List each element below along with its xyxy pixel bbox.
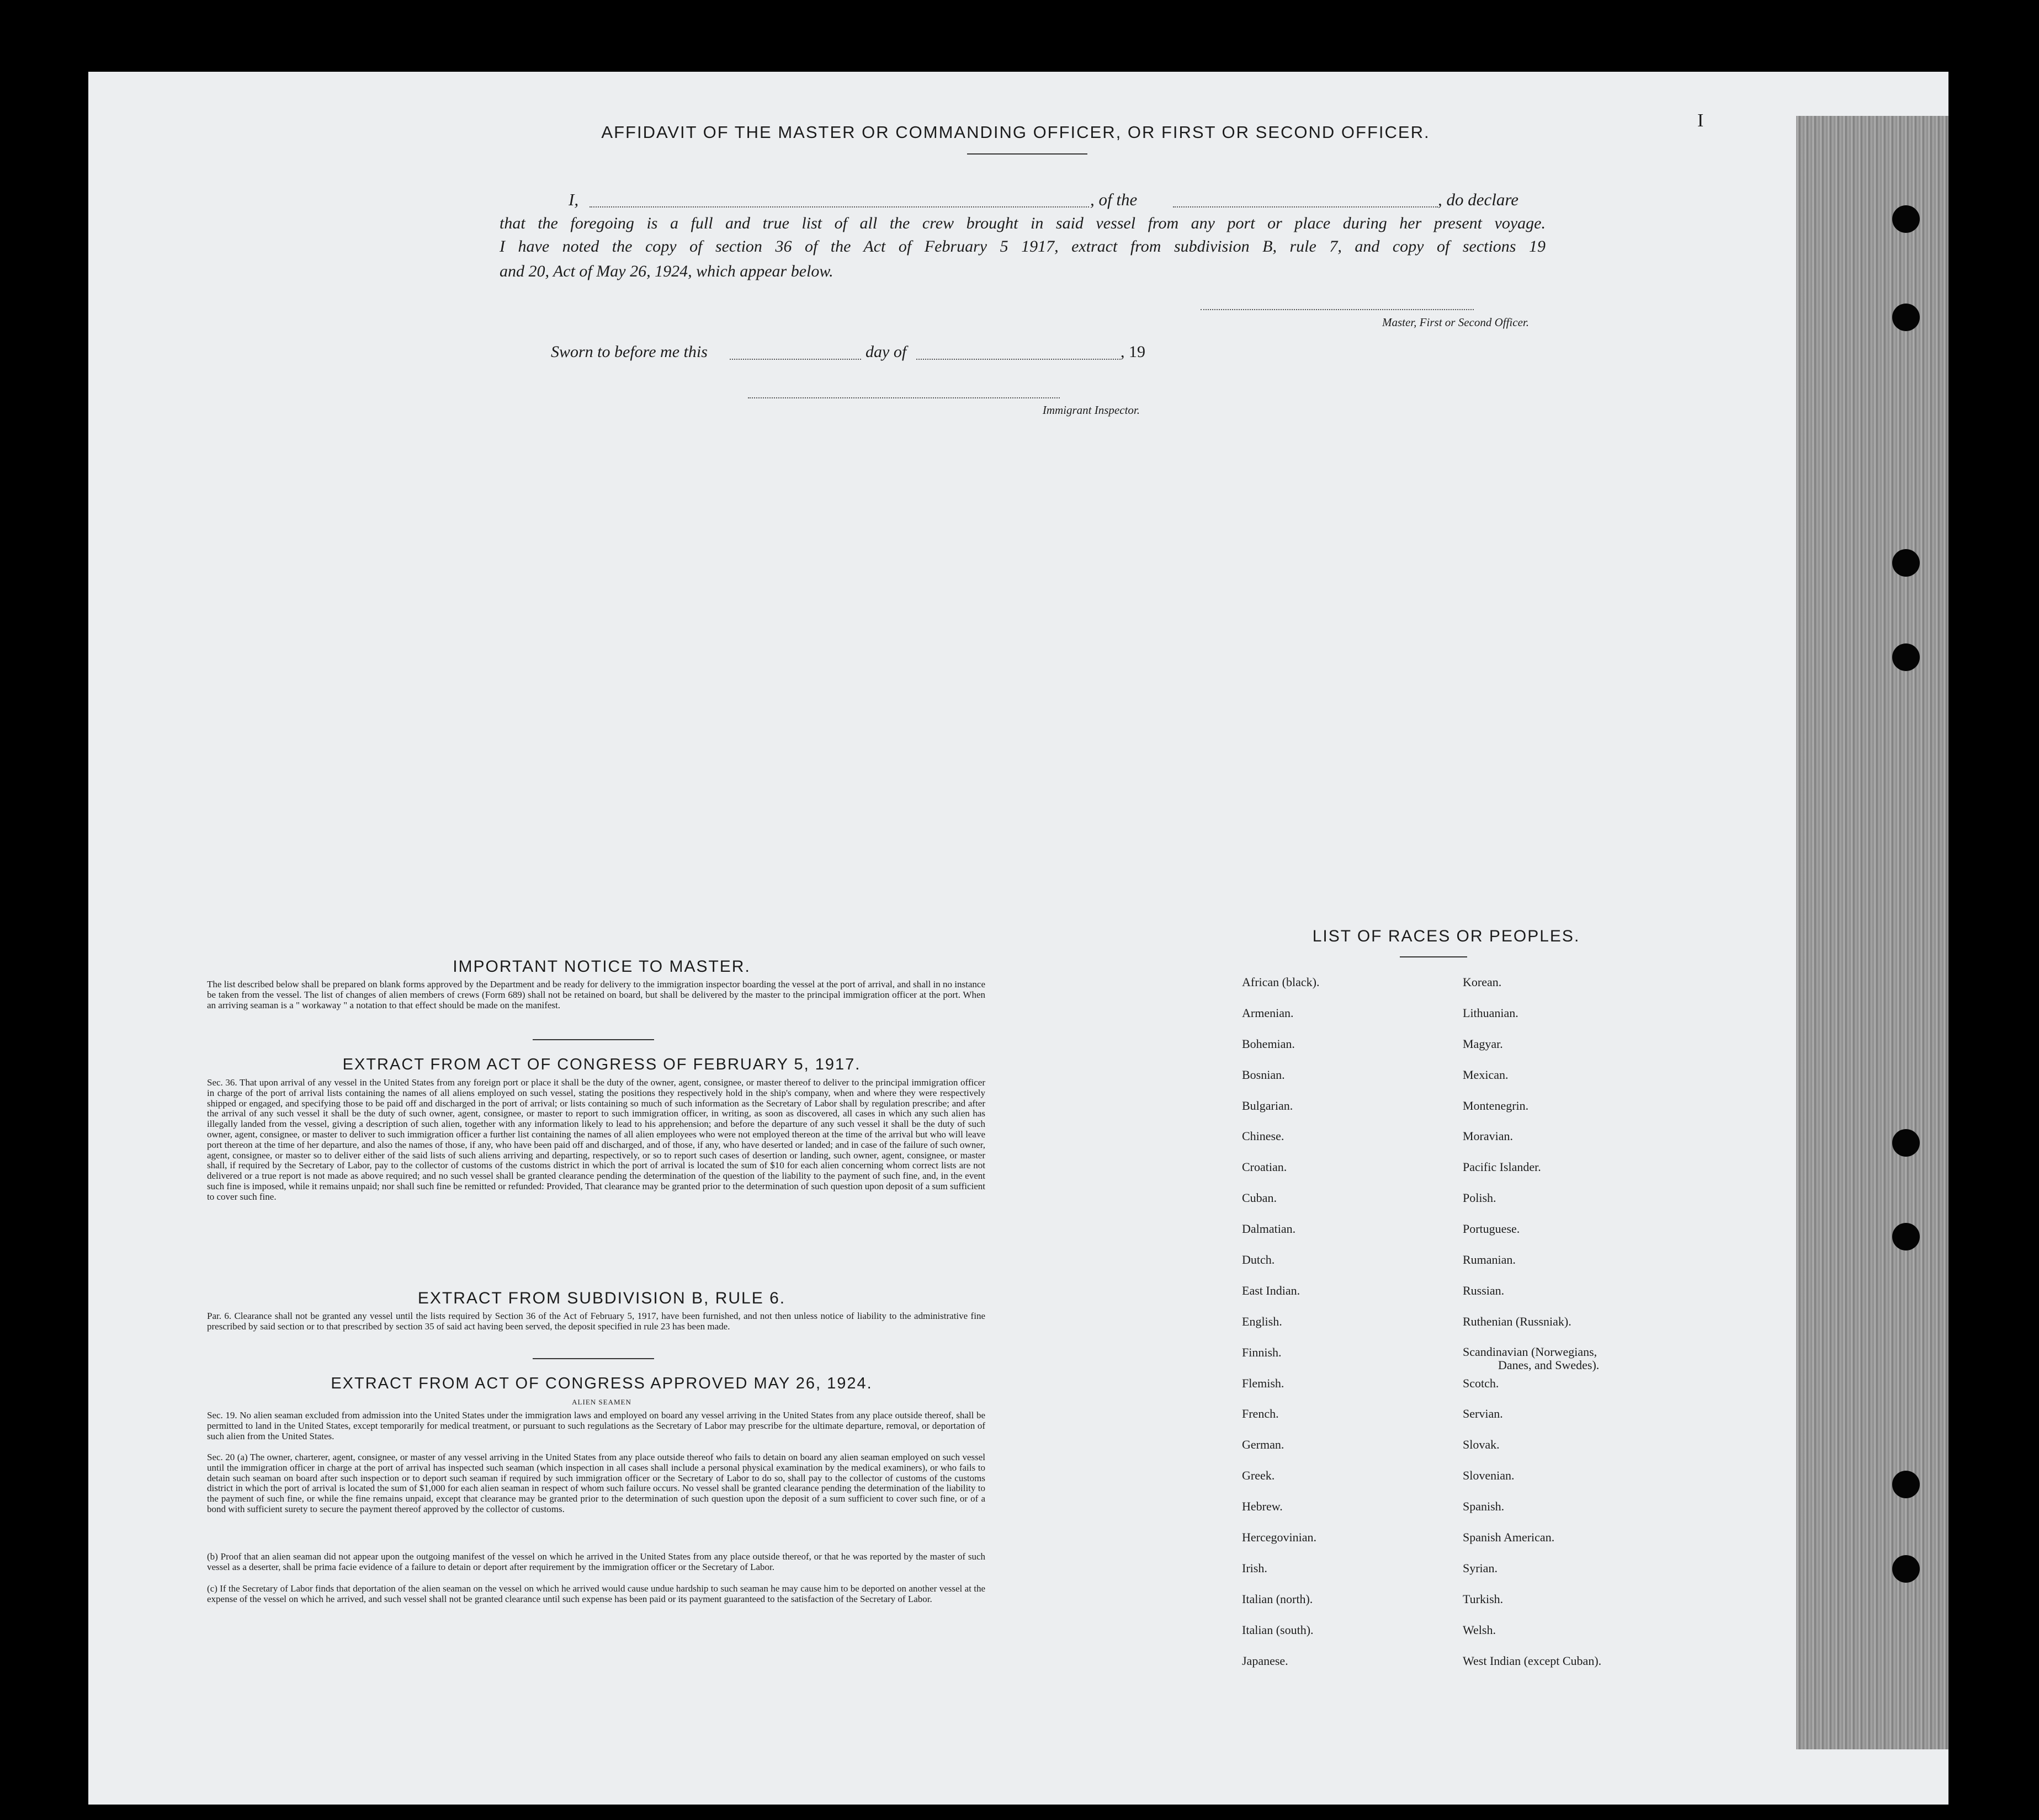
sworn-month-line[interactable] [916, 359, 1121, 360]
race-item: Japanese. [1242, 1653, 1288, 1668]
sworn-day-line[interactable] [730, 359, 861, 360]
sworn-before: Sworn to before me this [551, 343, 708, 361]
name-blank-line[interactable] [590, 206, 1089, 207]
extract-rule6-title: EXTRACT FROM SUBDIVISION B, RULE 6. [417, 1289, 786, 1307]
notice-body: The list described below shall be prepared on blank forms approved by the Department and be ready for delivery to the immigration inspector boarding the vessel at the port of arrival, and shall in no instance be taken from the vessel. The list of changes of alien members of crews (Form 689) shall not be retained on board, but shall be delivered by the master to the principal immigration officer at the port. When an arriving seaman is a " workaway " a notation to that effect should be made on the manifest. [207, 979, 985, 1010]
binding-hole [1892, 1471, 1920, 1498]
affidavit-do-declare: , do declare [1438, 190, 1519, 209]
race-item: Hebrew. [1242, 1499, 1283, 1514]
race-item: German. [1242, 1438, 1284, 1452]
affidavit-line-3: I have noted the copy of section 36 of the Act of February 5 1917, extract from subdivision B, rule 7, and copy of sections 19 [500, 237, 1546, 256]
document-sheet [88, 72, 1948, 1805]
race-item: Flemish. [1242, 1376, 1284, 1390]
inspector-signature-line[interactable] [748, 397, 1060, 398]
binding-hole [1892, 1555, 1920, 1583]
race-item: Lithuanian. [1463, 1005, 1518, 1020]
race-item: Spanish. [1463, 1499, 1505, 1514]
races-right-column [1463, 975, 1601, 1684]
race-item: Russian. [1463, 1283, 1505, 1297]
race-item: Pacific Islander. [1463, 1160, 1541, 1174]
binding-hole [1892, 643, 1920, 671]
race-item: Moravian. [1463, 1129, 1514, 1143]
race-item: East Indian. [1242, 1283, 1300, 1297]
affidavit-line-2: that the foregoing is a full and true list of all the crew brought in said vessel from any port or place during her present voyage. [500, 214, 1546, 232]
race-item-continuation: Danes, and Swedes). [1498, 1358, 1600, 1372]
race-item: Syrian. [1463, 1561, 1498, 1575]
race-item: Scandinavian (Norwegians, [1463, 1344, 1597, 1359]
affidavit-i: I, [569, 190, 579, 209]
extract-1924-title: EXTRACT FROM ACT OF CONGRESS APPROVED MAY 26, 1924. [331, 1375, 873, 1392]
race-item: West Indian (except Cuban). [1463, 1653, 1602, 1668]
race-item: Spanish American. [1463, 1530, 1555, 1545]
race-item: Ruthenian (Russniak). [1463, 1314, 1571, 1328]
affidavit-title: AFFIDAVIT OF THE MASTER OR COMMANDING OFFICER, OR FIRST OR SECOND OFFICER. [601, 123, 1430, 142]
races-left-column [1242, 975, 1319, 1684]
extract-rule6-body: Par. 6. Clearance shall not be granted any vessel until the lists required by Section 36 of the Act of February 5, 1917, have been furnished, and not then unless notice of liability to the administrative fine prescribed by said section or to that prescribed by section 35 of said act having been served, the deposit specified in rule 23 has been made. [207, 1311, 985, 1332]
race-item: Dalmatian. [1242, 1222, 1296, 1236]
race-item: French. [1242, 1407, 1279, 1421]
binding-hole [1892, 1129, 1920, 1157]
race-item: Portuguese. [1463, 1222, 1520, 1236]
race-item: Dutch. [1242, 1253, 1275, 1267]
race-item: Magyar. [1463, 1036, 1503, 1051]
binding-margin-strip [1796, 116, 1948, 1749]
sworn-day-of: day of [865, 343, 907, 361]
race-item: Slovak. [1463, 1438, 1500, 1452]
race-item: Servian. [1463, 1407, 1503, 1421]
race-item: Mexican. [1463, 1067, 1509, 1082]
races-title-underline [1400, 956, 1467, 957]
race-item: Slovenian. [1463, 1468, 1515, 1483]
affidavit-line-4: and 20, Act of May 26, 1924, which appear below. [500, 262, 833, 280]
race-item: Cuban. [1242, 1191, 1277, 1205]
race-item: Italian (south). [1242, 1622, 1314, 1637]
affidavit-of-the: , of the [1090, 190, 1138, 209]
race-item: Armenian. [1242, 1005, 1294, 1020]
extract-1924-sec20c: (c) If the Secretary of Labor finds that deportation of the alien seaman on the vessel on which he arrived would cause undue hardship to such seaman he may cause him to be deported on another vessel at the expense of the vessel on which he arrived, and such vessel shall not be granted clearance until such expense has been paid or its payment guaranteed to the satisfaction of the Secretary of Labor. [207, 1583, 985, 1604]
race-item: Welsh. [1463, 1622, 1496, 1637]
binding-hole [1892, 549, 1920, 577]
race-item: Irish. [1242, 1561, 1267, 1575]
race-item: Greek. [1242, 1468, 1275, 1483]
notice-divider [533, 1039, 654, 1040]
race-item: Turkish. [1463, 1592, 1504, 1606]
race-item: Korean. [1463, 975, 1502, 989]
inspector-caption: Immigrant Inspector. [1042, 403, 1140, 417]
master-signature-line[interactable] [1201, 309, 1474, 310]
rule6-divider [533, 1358, 654, 1359]
extract-1924-sec20a: Sec. 20 (a) The owner, charterer, agent, consignee, or master of any vessel arriving in the United States from any place outside thereof who fails to detain on board any alien seaman employed on such vessel until the immigration officer in charge at the port of arrival has inspected such seaman (which inspection in all cases shall include a personal physical examination by the medical examiners), or who fails to detain such seaman on board after such inspection or to deport such seaman if required by such immigration officer or the Secretary of Labor to do so, shall pay to the collector of customs of the customs district in which the port of arrival is located the sum of $1,000 for each alien seaman in respect of whom such failure occurs. No vessel shall be granted clearance pending the determination of the liability to the payment of such fine, or while the fine remains unpaid, except that clearance may be granted prior to the determination of such question upon the deposit of a sum sufficient to cover such fine, or of a bond with sufficient surety to secure the payment thereof approved by the collector of customs. [207, 1452, 985, 1514]
race-item: Montenegrin. [1463, 1098, 1529, 1113]
page-number: I [1697, 110, 1704, 131]
notice-title: IMPORTANT NOTICE TO MASTER. [453, 957, 751, 976]
races-title: LIST OF RACES OR PEOPLES. [1312, 927, 1580, 945]
title-underline [967, 153, 1087, 155]
race-item: African (black). [1242, 975, 1320, 989]
race-item: Italian (north). [1242, 1592, 1313, 1606]
race-item: Bulgarian. [1242, 1098, 1293, 1113]
master-signature-caption: Master, First or Second Officer. [1382, 316, 1529, 329]
extract-1917-title: EXTRACT FROM ACT OF CONGRESS OF FEBRUARY 5, 1917. [342, 1056, 861, 1073]
race-item: Rumanian. [1463, 1253, 1516, 1267]
binding-hole [1892, 205, 1920, 233]
sworn-year: , 19 [1121, 343, 1145, 361]
extract-1917-body: Sec. 36. That upon arrival of any vessel in the United States from any foreign port or place it shall be the duty of the owner, agent, consignee, or master thereof to deliver to the principal immigration officer in charge of the port of arrival lists containing the names of all aliens employed on such vessel, stating the positions they respectively hold in the ship's company, when and where they were respectively shipped or engaged, and specifying those to be paid off and discharged in the port of arrival; or lists containing so much of such information as the Secretary of Labor shall by regulation prescribe; and after the arrival of any such vessel it shall be the duty of such owner, agent, consignee, or master to report to such immigration officer, in writing, as soon as discovered, all cases in which any such alien has illegally landed from the vessel, giving a description of such alien, together with any information likely to lead to his apprehension; and before the departure of any such vessel it shall be the duty of such owner, agent, consignee, or master to deliver to such immigration officer a further list containing the names of all alien employees who were not employed thereon at the time of the arrival but who will leave port thereon at the time of her departure, and also the names of those, if any, who have been paid off and discharged, and of those, if any, who have deserted or landed; and in case of the failure of such owner, agent, consignee, or master so to deliver either of the said lists of such aliens arriving and departing, respectively, or so to report such cases of desertion or landing, such owner, agent, consignee, or master shall, if required by the Secretary of Labor, pay to the collector of customs of the customs district in which the port of arrival is located the sum of $10 for each alien concerning whom correct lists are not delivered or a true report is not made as above required; and no such vessel shall be granted clearance pending the determination of the question of the liability to the payment of such fine, and, in the event such fine is imposed, while it remains unpaid; nor shall such fine be remitted or refunded: Provided, That clearance may be granted prior to the determination of such question upon deposit of a sum sufficient to cover such fine. [207, 1077, 986, 1202]
race-item: English. [1242, 1314, 1282, 1328]
race-item: Bohemian. [1242, 1036, 1295, 1051]
vessel-blank-line[interactable] [1173, 206, 1438, 207]
race-item: Chinese. [1242, 1129, 1284, 1143]
race-item: Scotch. [1463, 1376, 1499, 1390]
race-item: Polish. [1463, 1191, 1496, 1205]
extract-1924-subtitle: ALIEN SEAMEN [572, 1398, 631, 1406]
race-item: Finnish. [1242, 1345, 1282, 1359]
binding-hole [1892, 1223, 1920, 1250]
race-item: Croatian. [1242, 1160, 1287, 1174]
extract-1924-sec19: Sec. 19. No alien seaman excluded from admission into the United States under the immigration laws and employed on board any vessel arriving in the United States from any place outside thereof, shall be permitted to land in the United States, except temporarily for medical treatment, or pursuant to such regulations as the Secretary of Labor may prescribe for the ultimate departure, removal, or deportation of such alien from the United States. [207, 1410, 985, 1441]
race-item: Bosnian. [1242, 1067, 1285, 1082]
binding-hole [1892, 304, 1920, 331]
race-item: Hercegovinian. [1242, 1530, 1316, 1545]
extract-1924-sec20b: (b) Proof that an alien seaman did not appear upon the outgoing manifest of the vessel on which he arrived in the United States from any place outside thereof, or that he was reported by the master of such vessel as a deserter, shall be prima facie evidence of a failure to detain or deport after requirement by the immigration officer or the Secretary of Labor. [207, 1551, 985, 1572]
race-item-scandinavian [1463, 1345, 1601, 1376]
